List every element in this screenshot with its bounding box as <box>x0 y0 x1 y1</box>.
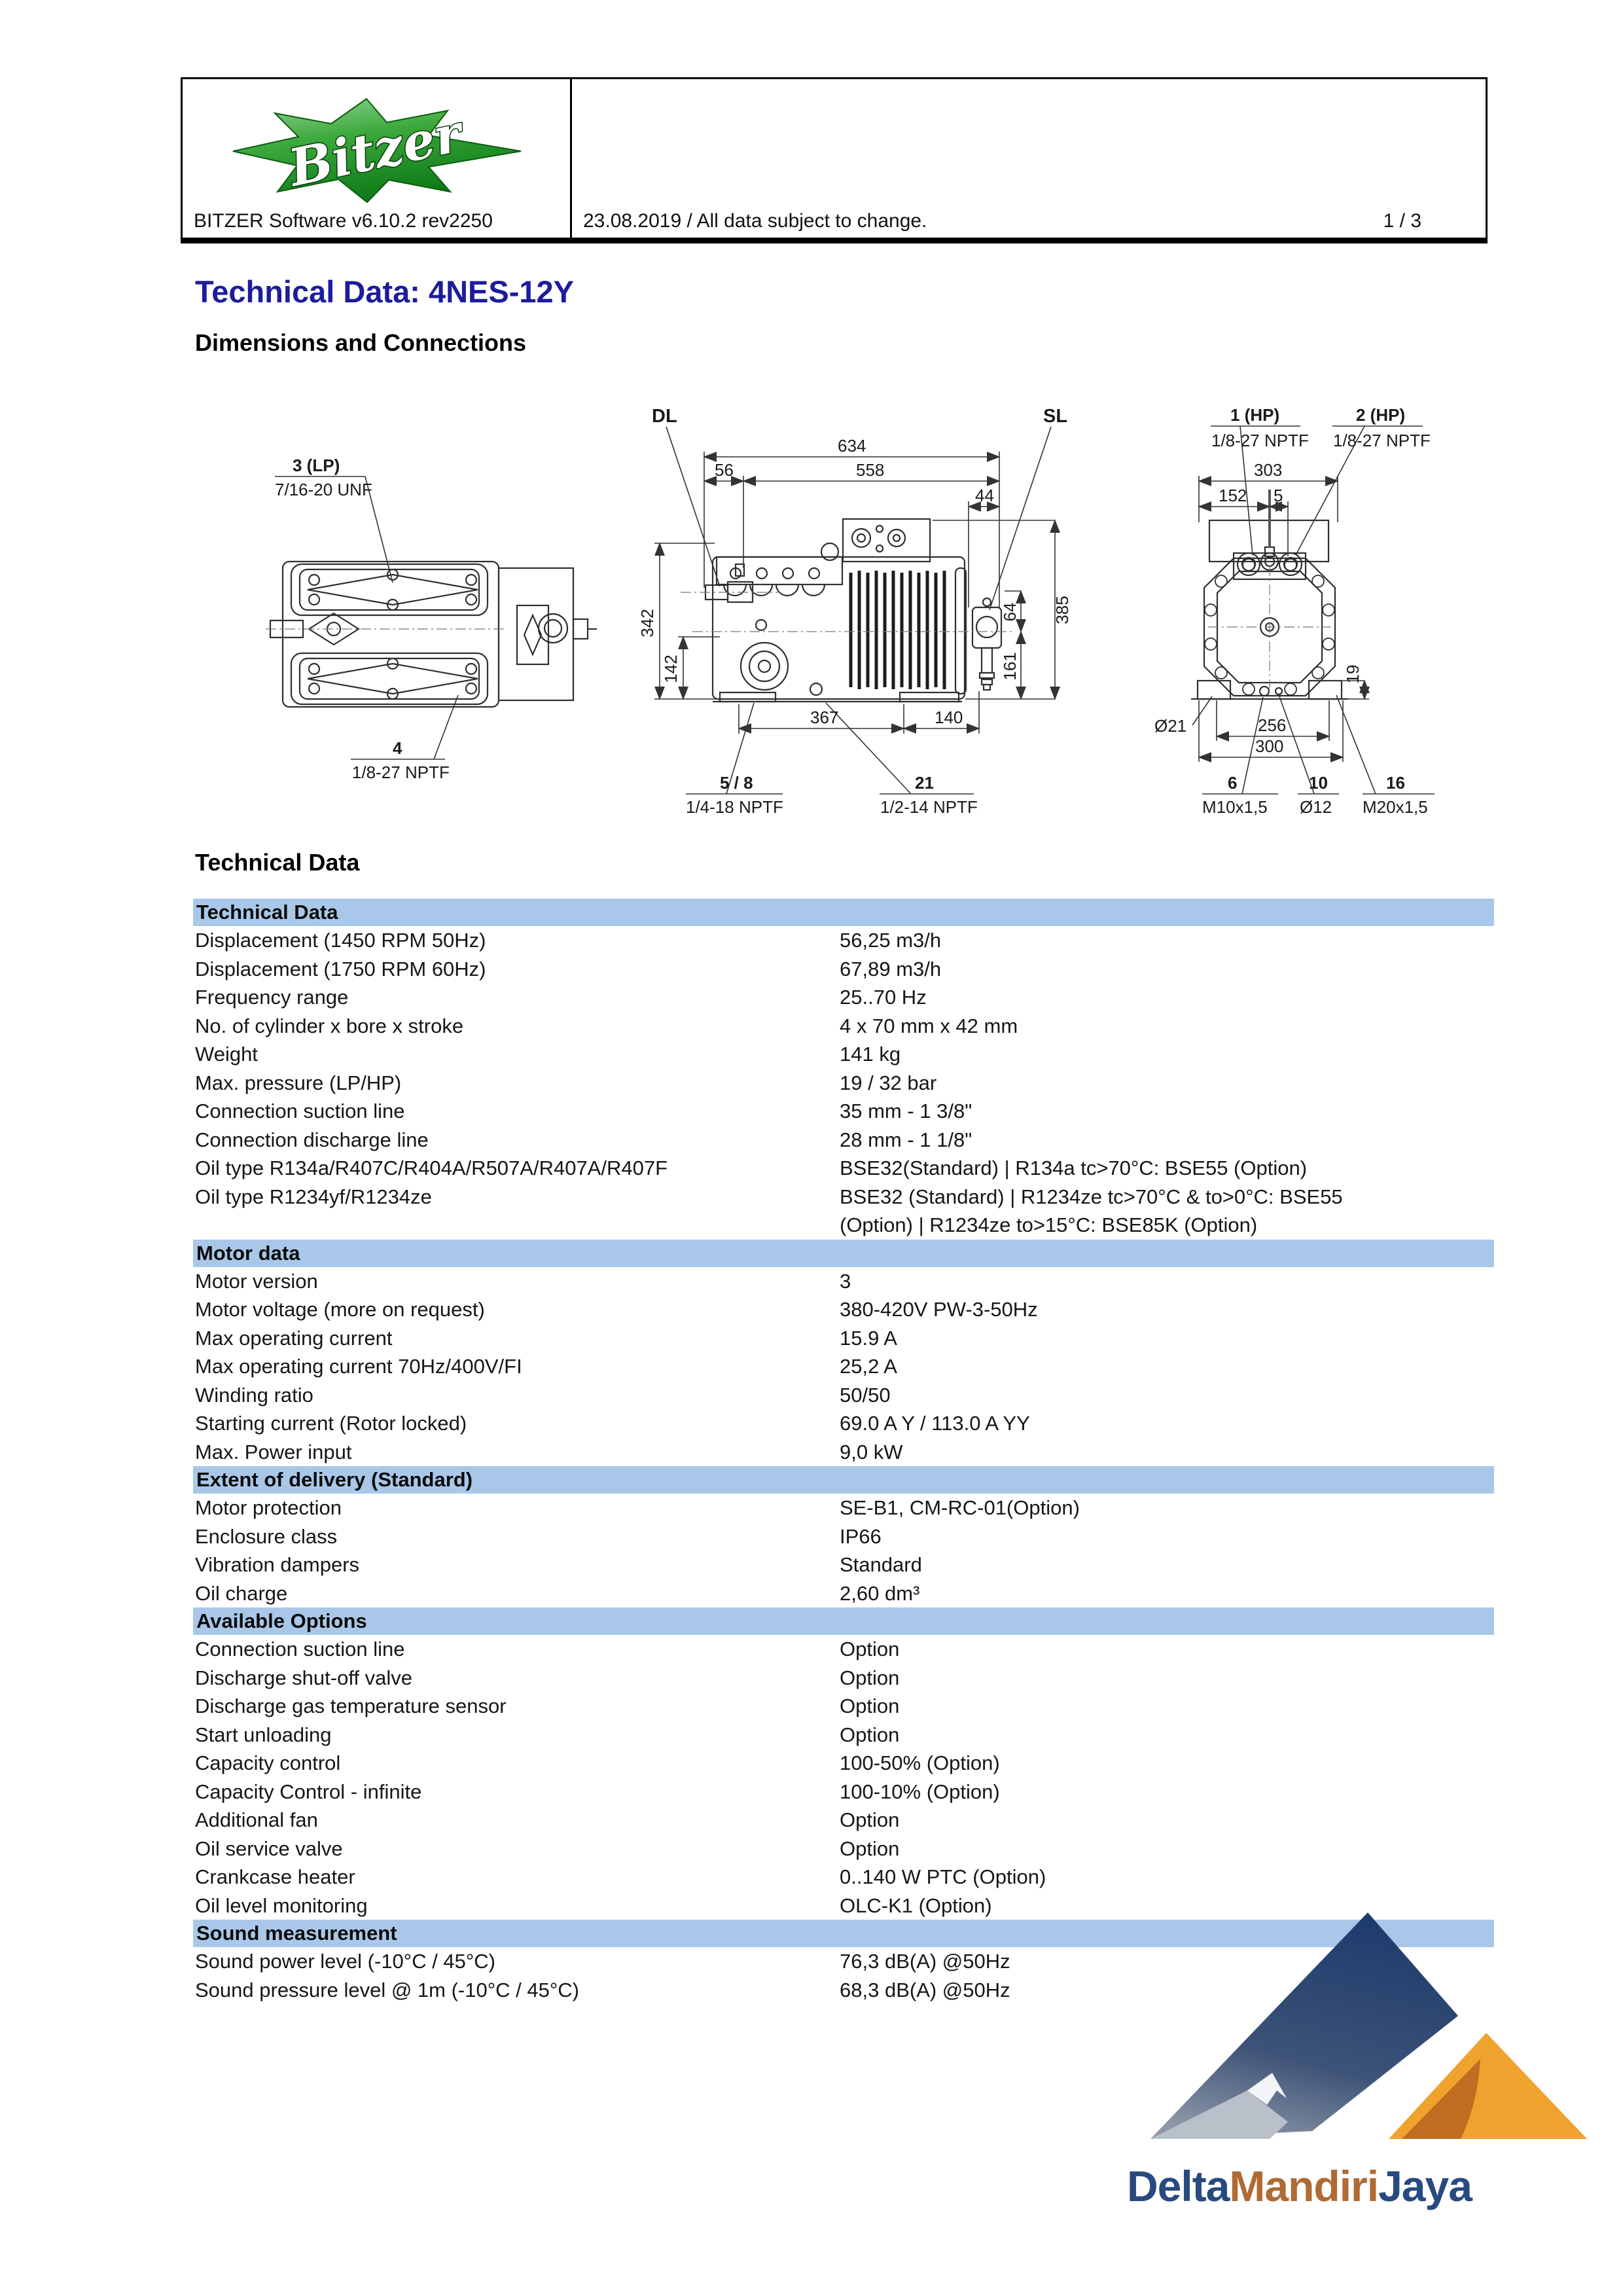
port-58-label: 5 / 8 <box>720 773 753 793</box>
row-label: Oil type R134a/R407C/R404A/R507A/R407A/R407F <box>195 1157 668 1179</box>
row-value: 100-10% (Option) <box>840 1780 1000 1803</box>
port-2hp-thread: 1/8-27 NPTF <box>1333 431 1431 450</box>
row-value: Option <box>840 1638 900 1660</box>
brand-jaya: Jaya <box>1378 2162 1472 2210</box>
row-label: Displacement (1750 RPM 60Hz) <box>195 957 486 980</box>
row-label: Sound power level (-10°C / 45°C) <box>195 1950 496 1973</box>
row-value: 100-50% (Option) <box>840 1751 1000 1774</box>
row-label: Capacity Control - infinite <box>195 1780 422 1803</box>
port-10-thread: Ø12 <box>1300 797 1332 817</box>
table-row <box>193 1183 1494 1211</box>
dim-56: 56 <box>715 460 734 480</box>
table-row <box>193 1069 1494 1098</box>
dim-385: 385 <box>1052 596 1072 624</box>
side-view-outline <box>705 519 1001 702</box>
table-row <box>193 1040 1494 1069</box>
row-value: 15.9 A <box>840 1326 897 1350</box>
row-value: Option <box>840 1723 900 1746</box>
row-label: Motor voltage (more on request) <box>195 1298 485 1321</box>
row-label: Enclosure class <box>195 1524 338 1548</box>
dim-161: 161 <box>1000 652 1020 681</box>
row-value: 35 mm - 1 3/8" <box>840 1100 972 1122</box>
table-row <box>193 1692 1494 1721</box>
row-label: Max. pressure (LP/HP) <box>195 1071 402 1094</box>
port-1hp-label: 1 (HP) <box>1230 405 1280 425</box>
dim-558: 558 <box>856 460 885 480</box>
row-label: Winding ratio <box>195 1383 313 1407</box>
row-value: OLC-K1 (Option) <box>840 1893 992 1917</box>
row-label: Capacity control <box>195 1751 341 1774</box>
table-row <box>193 983 1494 1012</box>
row-value: (Option) | R1234ze to>15°C: BSE85K (Option) <box>840 1213 1258 1236</box>
port-21-label: 21 <box>915 773 934 793</box>
row-value: 68,3 dB(A) @50Hz <box>840 1978 1010 2001</box>
row-value: SE-B1, CM-RC-01(Option) <box>840 1496 1080 1519</box>
row-value: 2,60 dm³ <box>840 1581 920 1605</box>
dim-303: 303 <box>1254 460 1283 480</box>
page-title: Technical Data: 4NES-12Y <box>195 274 575 309</box>
row-label: Start unloading <box>195 1723 332 1746</box>
header-box <box>181 77 1488 240</box>
port-1hp-thread: 1/8-27 NPTF <box>1211 431 1309 450</box>
row-value: 141 kg <box>840 1043 901 1066</box>
page-number: 1 / 3 <box>1383 210 1421 232</box>
row-value: 76,3 dB(A) @50Hz <box>840 1950 1010 1973</box>
port-10-label: 10 <box>1309 773 1328 793</box>
row-label: Oil type R1234yf/R1234ze <box>195 1185 432 1208</box>
bitzer-logo-icon <box>232 96 522 205</box>
logo-script-text: Bitzer <box>283 103 467 198</box>
header-bottom-rule <box>181 240 1488 243</box>
row-value: 25..70 Hz <box>840 986 927 1009</box>
row-label: Frequency range <box>195 986 349 1009</box>
row-value: BSE32 (Standard) | R1234ze tc>70°C & to>0°C: BSE55 <box>840 1185 1343 1208</box>
dim-256: 256 <box>1258 715 1287 735</box>
row-label: Vibration dampers <box>195 1553 360 1576</box>
dim-367: 367 <box>810 708 839 727</box>
table-row <box>193 1295 1494 1324</box>
dim-140: 140 <box>935 708 963 727</box>
port-3lp-thread: 7/16-20 UNF <box>275 480 372 499</box>
row-value: Option <box>840 1837 900 1860</box>
port-6-label: 6 <box>1228 773 1238 793</box>
port-6-thread: M10x1,5 <box>1202 797 1268 817</box>
row-label: Max operating current 70Hz/400V/FI <box>195 1355 522 1378</box>
row-value: 4 x 70 mm x 42 mm <box>840 1014 1018 1037</box>
row-value: IP66 <box>840 1524 882 1548</box>
dimension-drawing <box>262 393 1440 851</box>
row-value: 0..140 W PTC (Option) <box>840 1865 1046 1888</box>
row-label: Oil charge <box>195 1581 288 1605</box>
table-row <box>193 1211 1494 1240</box>
table-row <box>193 1154 1494 1183</box>
table-row <box>193 1438 1494 1467</box>
port-4-label: 4 <box>393 738 402 758</box>
table-row <box>193 1778 1494 1806</box>
brand-delta: Delta <box>1127 2162 1230 2210</box>
table-row <box>193 926 1494 955</box>
table-row <box>193 1579 1494 1608</box>
row-value: Option <box>840 1695 900 1717</box>
dim-19: 19 <box>1343 664 1363 684</box>
row-label: Connection suction line <box>195 1100 405 1122</box>
dim-342: 342 <box>637 609 657 637</box>
table-row <box>193 1721 1494 1749</box>
dim-d21: Ø21 <box>1154 716 1187 736</box>
port-4-thread: 1/8-27 NPTF <box>352 762 450 782</box>
table-row <box>193 1664 1494 1693</box>
date-note: 23.08.2019 / All data subject to change. <box>583 210 927 232</box>
table-row <box>193 1749 1494 1778</box>
row-label: Discharge gas temperature sensor <box>195 1695 507 1717</box>
table-row <box>193 1097 1494 1126</box>
section-banner: Sound measurement <box>193 1920 1494 1947</box>
row-value: Option <box>840 1808 900 1831</box>
technical-data-heading: Technical Data <box>195 849 360 876</box>
row-value: BSE32(Standard) | R134a tc>70°C: BSE55 (Option) <box>840 1157 1308 1179</box>
row-label: Displacement (1450 RPM 50Hz) <box>195 929 486 952</box>
table-row <box>193 1267 1494 1296</box>
brand-mandiri: Mandiri <box>1229 2162 1379 2210</box>
section-banner: Extent of delivery (Standard) <box>193 1466 1494 1494</box>
software-version: BITZER Software v6.10.2 rev2250 <box>194 210 493 232</box>
table-row <box>193 1494 1494 1522</box>
row-value: 380-420V PW-3-50Hz <box>840 1298 1038 1321</box>
port-58-thread: 1/4-18 NPTF <box>686 797 783 817</box>
dim-44: 44 <box>975 486 994 505</box>
row-label: Crankcase heater <box>195 1865 355 1888</box>
row-label: No. of cylinder x bore x stroke <box>195 1014 464 1037</box>
row-value: 56,25 m3/h <box>840 929 942 952</box>
port-21-thread: 1/2-14 NPTF <box>880 797 978 817</box>
row-label: Motor protection <box>195 1496 342 1519</box>
top-view-outline <box>270 562 597 707</box>
row-label: Motor version <box>195 1269 318 1293</box>
row-value: 50/50 <box>840 1383 891 1407</box>
row-label: Max operating current <box>195 1326 393 1350</box>
dim-152: 152 <box>1219 486 1247 505</box>
row-value: 3 <box>840 1269 851 1293</box>
row-value: Standard <box>840 1553 922 1576</box>
section-banner: Technical Data <box>193 899 1494 926</box>
section-banner: Motor data <box>193 1240 1494 1267</box>
delta-mandiri-jaya-logo-icon <box>1113 1901 1610 2150</box>
row-label: Discharge shut-off valve <box>195 1666 412 1689</box>
row-value: 69.0 A Y / 113.0 A YY <box>840 1412 1030 1435</box>
table-row <box>193 1352 1494 1381</box>
table-row <box>193 1126 1494 1155</box>
row-label: Additional fan <box>195 1808 318 1831</box>
row-label: Oil service valve <box>195 1837 343 1860</box>
row-value: 28 mm - 1 1/8" <box>840 1128 972 1151</box>
row-value: Option <box>840 1666 900 1689</box>
row-label: Connection discharge line <box>195 1128 429 1151</box>
dim-64: 64 <box>1000 602 1020 622</box>
table-row <box>193 1635 1494 1664</box>
port-16-thread: M20x1,5 <box>1363 797 1428 817</box>
table-row <box>193 1324 1494 1353</box>
table-row <box>193 1835 1494 1863</box>
row-value: 25,2 A <box>840 1355 897 1378</box>
row-label: Starting current (Rotor locked) <box>195 1412 467 1435</box>
row-label: Sound pressure level @ 1m (-10°C / 45°C) <box>195 1978 579 2001</box>
section-banner: Available Options <box>193 1607 1494 1635</box>
table-row <box>193 1806 1494 1835</box>
table-row <box>193 1522 1494 1551</box>
row-value: 67,89 m3/h <box>840 957 942 980</box>
header-divider <box>570 79 572 238</box>
spec-table <box>193 899 1494 2004</box>
row-value: 19 / 32 bar <box>840 1071 937 1094</box>
port-16-label: 16 <box>1386 773 1405 793</box>
brand-wordmark <box>1127 2161 1472 2211</box>
row-label: Weight <box>195 1043 258 1066</box>
table-row <box>193 1551 1494 1579</box>
port-3lp-label: 3 (LP) <box>293 456 340 475</box>
row-label: Oil level monitoring <box>195 1893 368 1917</box>
dl-label: DL <box>652 406 677 427</box>
dim-142: 142 <box>661 655 681 683</box>
table-row <box>193 1409 1494 1438</box>
row-label: Max. Power input <box>195 1440 352 1463</box>
table-row <box>193 1381 1494 1410</box>
row-label: Connection suction line <box>195 1638 405 1660</box>
dimensions-heading: Dimensions and Connections <box>195 329 527 356</box>
dim-634: 634 <box>838 436 866 456</box>
dim-5: 5 <box>1274 486 1283 505</box>
sl-label: SL <box>1043 406 1068 427</box>
table-row <box>193 1863 1494 1892</box>
row-value: 9,0 kW <box>840 1440 903 1463</box>
table-row <box>193 955 1494 984</box>
table-row <box>193 1012 1494 1041</box>
dim-300: 300 <box>1255 736 1284 756</box>
port-2hp-label: 2 (HP) <box>1356 405 1406 425</box>
